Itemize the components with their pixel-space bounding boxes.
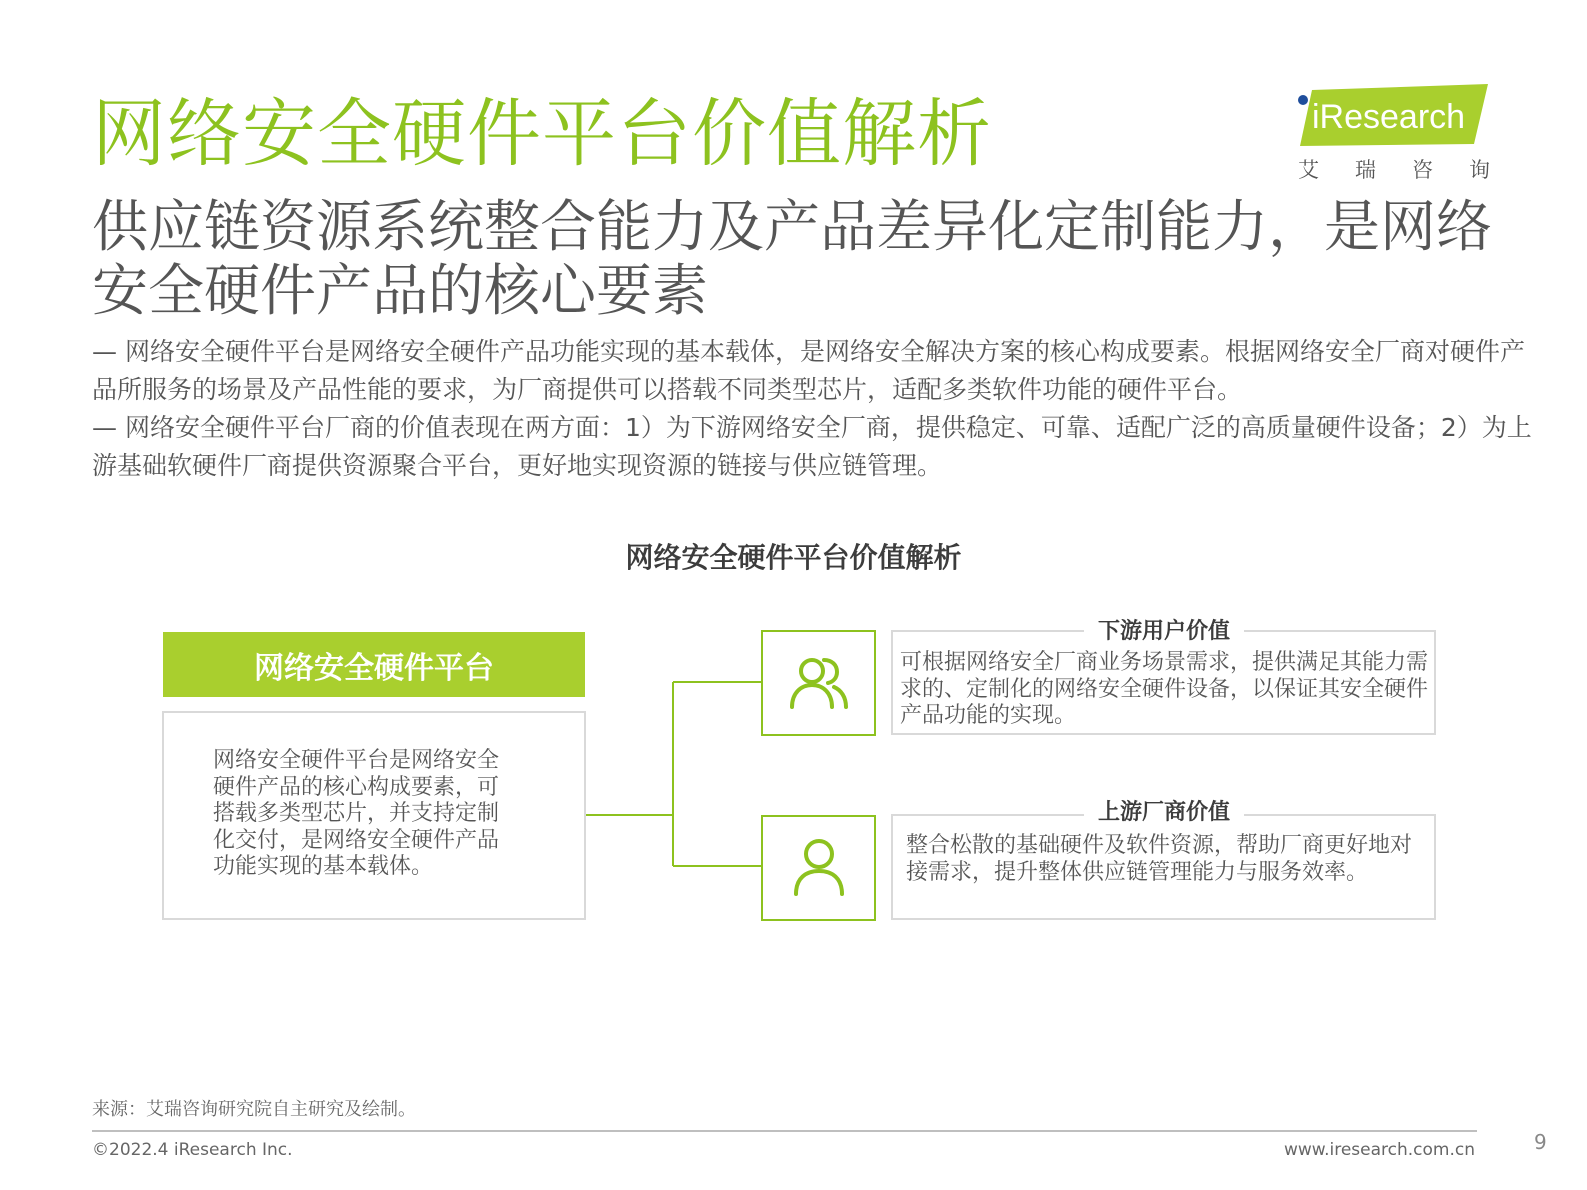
upstream-icon-box [761, 815, 876, 921]
logo-subtitle-char: 询 [1469, 158, 1490, 182]
platform-description: 网络安全硬件平台是网络安全硬件产品的核心构成要素，可搭载多类型芯片，并支持定制化交付，是网络安全硬件产品功能实现的基本载体。 [213, 748, 500, 879]
logo-brand-text: iResearch [1312, 98, 1466, 136]
website-link[interactable]: www.iresearch.com.cn [1283, 1140, 1475, 1160]
source-note: 来源：艾瑞咨询研究院自主研究及绘制。 [92, 1099, 416, 1120]
footer-divider [92, 1130, 1477, 1132]
page-number: 9 [1534, 1130, 1547, 1154]
logo-subtitle-char: 咨 [1412, 158, 1433, 182]
downstream-value-title: 下游用户价值 [1084, 619, 1244, 645]
bullet-paragraph: — 网络安全硬件平台是网络安全硬件产品功能实现的基本载体，是网络安全解决方案的核心构成要素。根据网络安全厂商对硬件产品所服务的场景及产品性能的要求，为厂商提供可以搭载不同类型芯片，适配多类软件功能的硬件平台。 [92, 337, 1525, 404]
page-title: 网络安全硬件平台价值解析 [92, 91, 992, 177]
upstream-value-title: 上游厂商价值 [1084, 800, 1244, 826]
bullet-paragraph: — 网络安全硬件平台厂商的价值表现在两方面：1）为下游网络安全厂商，提供稳定、可靠、适配广泛的高质量硬件设备；2）为上游基础软硬件厂商提供资源聚合平台，更好地实现资源的链接与供应链管理。 [92, 413, 1532, 480]
downstream-icon-box [761, 630, 876, 736]
users-icon [784, 651, 854, 715]
diagram-title: 网络安全硬件平台价值解析 [625, 541, 962, 574]
logo-subtitle-char: 艾 [1298, 158, 1319, 182]
logo-subtitle-char: 瑞 [1355, 158, 1376, 182]
user-icon [784, 834, 854, 902]
upstream-value-text: 整合松散的基础硬件及软件资源，帮助厂商更好地对接需求，提升整体供应链管理能力与服务效率。 [906, 833, 1413, 885]
headline: 供应链资源系统整合能力及产品差异化定制能力，是网络安全硬件产品的核心要素 [92, 195, 1492, 324]
downstream-value-text: 可根据网络安全厂商业务场景需求，提供满足其能力需求的、定制化的网络安全硬件设备，以保证其安全硬件产品功能的实现。 [900, 650, 1429, 728]
copyright: ©2022.4 iResearch Inc. [92, 1140, 293, 1160]
platform-header: 网络安全硬件平台 [163, 632, 585, 697]
